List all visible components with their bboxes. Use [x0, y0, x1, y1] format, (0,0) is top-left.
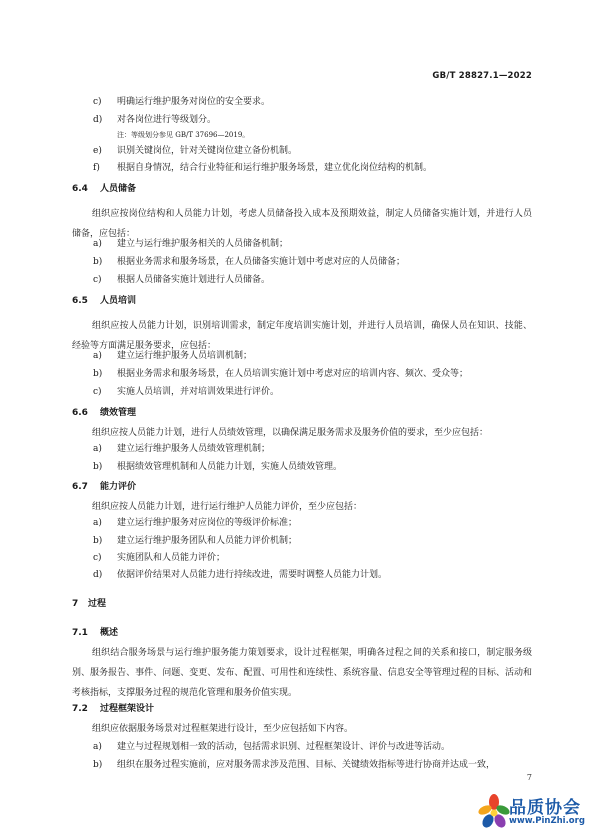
standard-code: GB/T 28827.1—2022: [432, 71, 532, 81]
list-mark: a): [93, 239, 102, 249]
section-number: 7.1: [72, 628, 88, 638]
page-number: 7: [526, 773, 532, 782]
list-mark: b): [93, 257, 103, 267]
list-text: 建立与运行维护服务相关的人员储备机制；: [117, 239, 289, 249]
section-title: 过程框架设计: [100, 704, 155, 714]
watermark-name: 品质协会: [509, 798, 581, 818]
paragraph: 组织应依据服务场景对过程框架进行设计，至少应包括如下内容。: [92, 724, 354, 734]
list-text: 依据评价结果对人员能力进行持续改进，需要时调整人员能力计划。: [117, 570, 388, 580]
chapter-number: 7: [72, 599, 79, 609]
section-heading: [72, 627, 118, 639]
list-mark: a): [93, 518, 102, 528]
section-number: 7.2: [72, 704, 88, 714]
watermark-logo: [478, 789, 596, 837]
list-mark: d): [93, 115, 103, 125]
list-item: [93, 350, 536, 362]
list-mark: a): [93, 444, 102, 454]
list-text: 建立与过程规划相一致的活动，包括需求识别、过程框架设计、评价与改进等活动。: [117, 742, 451, 752]
flower-logo-icon: [478, 793, 510, 833]
section-title: 人员培训: [100, 296, 137, 306]
list-item: [93, 145, 536, 157]
list-item: [93, 274, 536, 286]
section-number: 6.6: [72, 408, 88, 418]
chapter-title: 过程: [88, 599, 107, 609]
list-mark: d): [93, 570, 103, 580]
list-text: 根据业务需求和服务场景，在人员储备实施计划中考虑对应的人员储备；: [117, 257, 406, 267]
list-mark: b): [93, 369, 103, 379]
list-item: [93, 386, 536, 398]
list-mark: a): [93, 742, 102, 752]
list-mark: b): [93, 760, 103, 770]
list-text: 实施人员培训，并对培训效果进行评价。: [117, 387, 280, 397]
section-title: 概述: [100, 628, 119, 638]
list-mark: c): [93, 97, 102, 107]
paragraph: 组织应按人员能力计划，进行运行维护人员能力评价，至少应包括：: [92, 502, 363, 512]
paragraph: 组织应按人员能力计划，进行人员绩效管理，以确保满足服务需求及服务价值的要求，至少应包括：: [92, 428, 489, 438]
list-item: [93, 368, 536, 380]
list-text: 根据业务需求和服务场景，在人员培训实施计划中考虑对应的培训内容、频次、受众等；: [117, 369, 469, 379]
list-item: [93, 569, 536, 581]
section-title: 能力评价: [100, 482, 137, 492]
section-heading: [72, 295, 136, 307]
section-title: 人员储备: [100, 184, 137, 194]
list-mark: b): [93, 462, 103, 472]
list-item: [93, 552, 536, 564]
section-heading: [72, 183, 136, 195]
section-number: 6.4: [72, 184, 88, 194]
list-text: 明确运行维护服务对岗位的安全要求。: [117, 97, 271, 107]
list-mark: a): [93, 351, 102, 361]
list-text: 建立运行维护服务团队和人员能力评价机制；: [117, 536, 298, 546]
list-text: 对各岗位进行等级划分。: [117, 115, 217, 125]
list-item: [93, 443, 536, 455]
list-item: [93, 535, 536, 547]
paragraph: 组织结合服务场景与运行维护服务能力策划要求，设计过程框架，明确各过程之间的关系和接口，制定服务级别、服务报告、事件、问题、变更、发布、配置、可用性和连续性、系统容量、信息安全等管理过程的目标、活动和考核指标，支撑服务过程的规范化管理和服务价值实现。: [72, 648, 532, 698]
list-mark: e): [93, 146, 102, 156]
list-item: [93, 238, 536, 250]
paragraph: 组织应按岗位结构和人员能力计划，考虑人员储备投入成本及预期效益，制定人员储备实施计划，并进行人员储备，应包括：: [72, 209, 532, 239]
list-text: 根据人员储备实施计划进行人员储备。: [117, 275, 271, 285]
list-text: 组织在服务过程实施前，应对服务需求涉及范围、目标、关键绩效指标等进行协商并达成一致，: [117, 760, 496, 770]
watermark-url: www.PinZhi.org: [509, 816, 585, 826]
paragraph: 组织应按人员能力计划，识别培训需求，制定年度培训实施计划，并进行人员培训，确保人员在知识、技能、经验等方面满足服务要求，应包括：: [72, 321, 532, 351]
list-mark: c): [93, 387, 102, 397]
list-mark: b): [93, 536, 103, 546]
list-text: 根据自身情况，结合行业特征和运行维护服务场景，建立优化岗位结构的机制。: [117, 163, 433, 173]
list-text: 建立运行维护服务人员培训机制；: [117, 351, 253, 361]
list-item: [93, 96, 536, 108]
list-text: 建立运行维护服务人员绩效管理机制；: [117, 444, 271, 454]
list-mark: c): [93, 275, 102, 285]
section-heading: [72, 481, 136, 493]
section-number: 6.7: [72, 482, 88, 492]
section-title: 绩效管理: [100, 408, 137, 418]
list-text: 根据绩效管理机制和人员能力计划，实施人员绩效管理。: [117, 462, 343, 472]
list-mark: c): [93, 553, 102, 563]
section-heading: [72, 407, 136, 419]
list-text: 实施团队和人员能力评价；: [117, 553, 226, 563]
list-text: 识别关键岗位，针对关键岗位建立备份机制。: [117, 146, 298, 156]
section-number: 6.5: [72, 296, 88, 306]
list-item: [93, 162, 536, 174]
chapter-heading: [72, 598, 106, 610]
list-item: [93, 517, 536, 529]
list-item: [93, 256, 536, 268]
list-text: 建立运行维护服务对应岗位的等级评价标准；: [117, 518, 298, 528]
list-item: [93, 461, 536, 473]
list-item: [93, 114, 536, 126]
list-mark: f): [93, 163, 100, 173]
list-item: [93, 759, 536, 771]
list-item: [93, 741, 536, 753]
note-text: 注：等级划分参见 GB/T 37696—2019。: [117, 131, 250, 139]
section-heading: [72, 703, 154, 715]
